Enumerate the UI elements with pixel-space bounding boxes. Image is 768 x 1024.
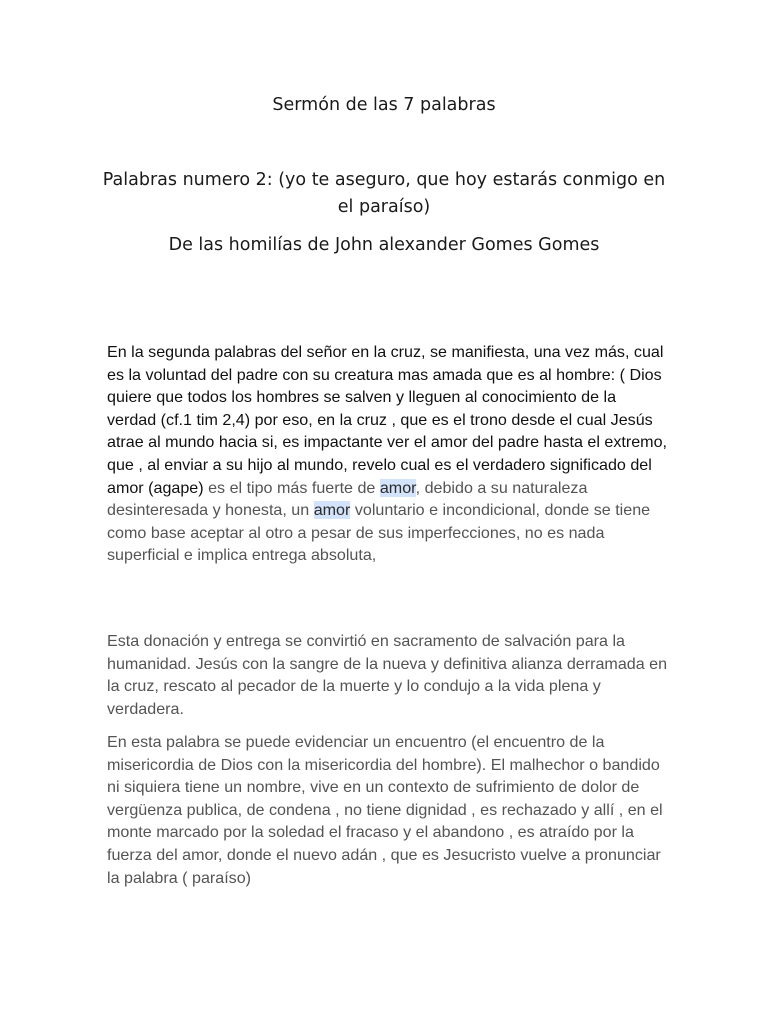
paragraph-2: Esta donación y entrega se convirtió en sacramento de salvación para la humanidad. Jesús con la sangre de la nueva y definitiva alianza derramada en la cruz, rescato al pecador de la muerte y lo condujo a la vida plena y verdadera. — [107, 632, 668, 718]
paragraph-1-main-text: En la segunda palabras del señor en la cruz, se manifiesta, una vez más, cual es la voluntad del padre con su creatura mas amada que es al hombre: ( Dios quiere que todos los hombres se salven y lleguen al conocimiento de la verdad (cf.1 tim 2,4) por eso, en la cruz , que es el trono desde el cual Jesús atrae al mundo hacia si, es impactante ver el amor del padre hasta el extremo, que , al enviar a su hijo al mundo, revelo cual es el verdadero significado del amor (agape) — [107, 343, 667, 497]
paragraph-1 — [107, 341, 669, 567]
author-line: De las homilías de John alexander Gomes Gomes — [168, 235, 600, 255]
highlighted-word-amor-1: amor — [379, 478, 416, 497]
highlighted-word-amor-2: amor — [313, 501, 351, 520]
paragraph-1-gray-text-c: voluntario e incondicional, donde se tiene como base aceptar al otro a pesar de sus imperfecciones, no es nada superficial e implica entrega absoluta, — [107, 501, 651, 565]
document-title: Sermón de las 7 palabras — [272, 95, 496, 115]
paragraph-1-gray-text-a: es el tipo más fuerte de — [203, 478, 380, 497]
document-subtitle: Palabras numero 2: (yo te aseguro, que hoy estarás conmigo en el paraíso) — [102, 170, 666, 217]
paragraph-1-gray-text-b: , debido a su naturaleza desinteresada y honesta, un — [107, 478, 588, 520]
paragraph-3: En esta palabra se puede evidenciar un encuentro (el encuentro de la misericordia de Dios con la misericordia del hombre). El malhechor o bandido ni siquiera tiene un nombre, vive en un contexto de sufrimiento de dolor de vergüenza publica, de condena , no tiene dignidad , es rechazado y allí , en el monte marcado por la soledad el fracaso y el abandono , es atraído por la fuerza del amor, donde el nuevo adán , que es Jesucristo vuelve a pronunciar la palabra ( paraíso) — [107, 733, 663, 887]
